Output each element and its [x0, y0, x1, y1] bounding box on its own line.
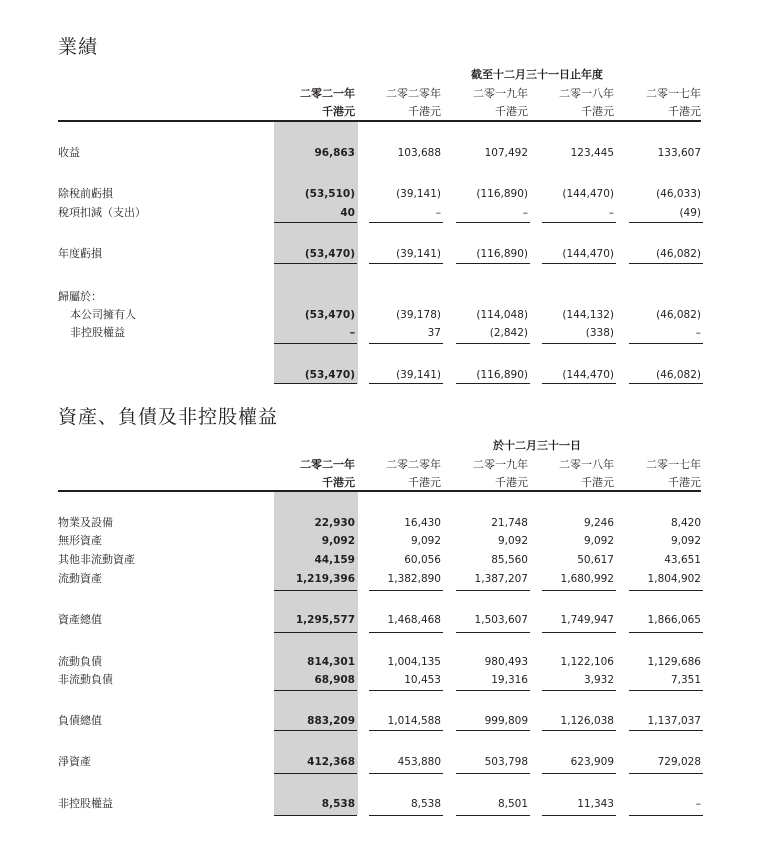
- row-label: 收益: [58, 146, 80, 159]
- total-rule: [369, 590, 443, 591]
- table-cell: 999,809: [484, 715, 528, 727]
- table-cell: (144,132): [562, 309, 614, 321]
- unit-header: 千港元: [668, 476, 701, 489]
- table-cell: 412,368: [307, 756, 355, 768]
- total-rule: [456, 222, 530, 223]
- table-cell: 96,863: [314, 147, 355, 159]
- table-cell: (46,033): [656, 188, 701, 200]
- table-cell: 60,056: [404, 554, 441, 566]
- row-label: 稅項扣減（支出）: [58, 206, 146, 219]
- unit-header: 千港元: [581, 105, 614, 118]
- total-rule: [629, 222, 703, 223]
- total-rule: [629, 263, 703, 264]
- table-cell: 1,126,038: [560, 715, 614, 727]
- total-rule: [456, 773, 530, 774]
- total-rule: [542, 815, 616, 816]
- table-cell: (116,890): [476, 248, 528, 260]
- table-cell: 50,617: [577, 554, 614, 566]
- table-cell: 1,468,468: [387, 614, 441, 626]
- table-cell: (39,141): [396, 248, 441, 260]
- table-cell: 1,749,947: [560, 614, 614, 626]
- total-rule: [456, 730, 530, 731]
- row-label: 非控股權益: [70, 326, 125, 339]
- table-cell: 9,092: [410, 535, 441, 547]
- row-label: 非流動負債: [58, 673, 113, 686]
- table-cell: –: [349, 327, 355, 339]
- table-cell: 19,316: [491, 674, 528, 686]
- table-cell: 40: [340, 207, 355, 219]
- year-header: 二零一八年: [559, 458, 614, 471]
- total-rule: [542, 590, 616, 591]
- table-cell: 1,014,588: [387, 715, 441, 727]
- row-label: 流動負債: [58, 655, 102, 668]
- total-rule: [456, 590, 530, 591]
- total-rule: [274, 263, 357, 264]
- total-rule: [542, 222, 616, 223]
- total-rule: [542, 343, 616, 344]
- table-cell: 37: [427, 327, 441, 339]
- row-label: 本公司擁有人: [70, 308, 136, 321]
- unit-header: 千港元: [408, 105, 441, 118]
- table-cell: 9,092: [321, 535, 355, 547]
- table-cell: 9,092: [670, 535, 701, 547]
- table-cell: –: [695, 327, 701, 339]
- table-cell: 3,932: [583, 674, 614, 686]
- total-rule: [456, 815, 530, 816]
- table-cell: 44,159: [314, 554, 355, 566]
- total-rule: [369, 773, 443, 774]
- total-rule: [629, 690, 703, 691]
- unit-header: 千港元: [668, 105, 701, 118]
- table-cell: 9,246: [583, 517, 614, 529]
- table-cell: 9,092: [497, 535, 528, 547]
- table-cell: 1,866,065: [647, 614, 701, 626]
- year-header: 二零二一年: [300, 458, 355, 471]
- table-cell: (53,470): [304, 248, 355, 260]
- total-rule: [456, 690, 530, 691]
- table-cell: 980,493: [484, 656, 528, 668]
- total-rule: [542, 730, 616, 731]
- table-cell: 1,137,037: [647, 715, 701, 727]
- unit-header: 千港元: [495, 476, 528, 489]
- table-cell: (116,890): [476, 188, 528, 200]
- table-cell: 623,909: [570, 756, 614, 768]
- table-cell: 1,295,577: [295, 614, 355, 626]
- total-rule: [274, 222, 357, 223]
- row-label: 流動資產: [58, 572, 102, 585]
- year-header: 二零二零年: [386, 458, 441, 471]
- table-cell: (2,842): [489, 327, 528, 339]
- table-cell: 123,445: [570, 147, 614, 159]
- table-cell: 103,688: [397, 147, 441, 159]
- total-rule: [274, 383, 357, 384]
- year-header: 二零一八年: [559, 87, 614, 100]
- table-cell: 85,560: [491, 554, 528, 566]
- total-rule: [456, 383, 530, 384]
- total-rule: [456, 632, 530, 633]
- unit-header: 千港元: [581, 476, 614, 489]
- header-rule-results: [58, 120, 701, 122]
- table-cell: 10,453: [404, 674, 441, 686]
- period-header-assets: 於十二月三十一日: [493, 439, 581, 452]
- table-cell: –: [608, 207, 614, 219]
- table-cell: 11,343: [577, 798, 614, 810]
- total-rule: [369, 815, 443, 816]
- table-cell: 9,092: [583, 535, 614, 547]
- row-label: 物業及設備: [58, 516, 113, 529]
- period-header-results: 截至十二月三十一日止年度: [471, 68, 603, 81]
- table-cell: (116,890): [476, 369, 528, 381]
- unit-header: 千港元: [495, 105, 528, 118]
- table-cell: (46,082): [656, 369, 701, 381]
- row-label: 無形資產: [58, 534, 102, 547]
- total-rule: [542, 263, 616, 264]
- unit-header: 千港元: [322, 476, 355, 489]
- table-cell: 107,492: [484, 147, 528, 159]
- table-cell: 503,798: [484, 756, 528, 768]
- table-cell: (338): [585, 327, 614, 339]
- row-label: 其他非流動資產: [58, 553, 135, 566]
- total-rule: [542, 632, 616, 633]
- table-cell: –: [695, 798, 701, 810]
- total-rule: [542, 773, 616, 774]
- table-cell: 729,028: [657, 756, 701, 768]
- total-rule: [629, 815, 703, 816]
- total-rule: [456, 343, 530, 344]
- table-cell: 1,122,106: [560, 656, 614, 668]
- year-header: 二零二一年: [300, 87, 355, 100]
- table-cell: 8,538: [410, 798, 441, 810]
- total-rule: [456, 263, 530, 264]
- total-rule: [274, 730, 357, 731]
- table-cell: 883,209: [307, 715, 355, 727]
- total-rule: [274, 632, 357, 633]
- table-cell: 814,301: [307, 656, 355, 668]
- row-label: 年度虧損: [58, 247, 102, 260]
- table-cell: 68,908: [314, 674, 355, 686]
- table-cell: 8,420: [670, 517, 701, 529]
- year-header: 二零二零年: [386, 87, 441, 100]
- row-label: 資產總值: [58, 613, 102, 626]
- total-rule: [369, 632, 443, 633]
- section-title-results: 業績: [58, 36, 99, 58]
- row-label: 除稅前虧損: [58, 187, 113, 200]
- unit-header: 千港元: [408, 476, 441, 489]
- year-header: 二零一七年: [646, 458, 701, 471]
- section-title-assets: 資產、負債及非控股權益: [58, 406, 279, 428]
- table-cell: 1,129,686: [647, 656, 701, 668]
- total-rule: [542, 383, 616, 384]
- header-rule-assets: [58, 490, 701, 492]
- row-label: 負債總值: [58, 714, 102, 727]
- table-cell: 21,748: [491, 517, 528, 529]
- total-rule: [629, 730, 703, 731]
- table-cell: 1,382,890: [387, 573, 441, 585]
- year-header: 二零一九年: [473, 87, 528, 100]
- total-rule: [369, 222, 443, 223]
- table-cell: (53,470): [304, 369, 355, 381]
- row-label: 歸屬於：: [58, 290, 102, 303]
- table-cell: 1,680,992: [560, 573, 614, 585]
- table-cell: (39,141): [396, 188, 441, 200]
- table-cell: 16,430: [404, 517, 441, 529]
- total-rule: [542, 690, 616, 691]
- total-rule: [369, 383, 443, 384]
- table-cell: 1,503,607: [474, 614, 528, 626]
- total-rule: [629, 632, 703, 633]
- total-rule: [629, 590, 703, 591]
- table-cell: (114,048): [476, 309, 528, 321]
- table-cell: (46,082): [656, 309, 701, 321]
- unit-header: 千港元: [322, 105, 355, 118]
- table-cell: (144,470): [562, 369, 614, 381]
- table-cell: –: [522, 207, 528, 219]
- total-rule: [274, 590, 357, 591]
- table-cell: 1,004,135: [387, 656, 441, 668]
- total-rule: [274, 690, 357, 691]
- table-cell: (53,510): [304, 188, 355, 200]
- table-cell: 1,387,207: [474, 573, 528, 585]
- total-rule: [369, 730, 443, 731]
- total-rule: [369, 690, 443, 691]
- table-cell: –: [435, 207, 441, 219]
- table-cell: 8,538: [321, 798, 355, 810]
- total-rule: [629, 383, 703, 384]
- total-rule: [274, 773, 357, 774]
- table-cell: 1,219,396: [295, 573, 355, 585]
- total-rule: [369, 263, 443, 264]
- table-cell: 22,930: [314, 517, 355, 529]
- table-cell: (49): [679, 207, 701, 219]
- table-cell: (46,082): [656, 248, 701, 260]
- table-cell: 453,880: [397, 756, 441, 768]
- table-cell: (144,470): [562, 188, 614, 200]
- table-cell: (144,470): [562, 248, 614, 260]
- table-cell: (39,178): [396, 309, 441, 321]
- table-cell: 7,351: [670, 674, 701, 686]
- table-cell: 43,651: [664, 554, 701, 566]
- total-rule: [274, 815, 357, 816]
- total-rule: [629, 343, 703, 344]
- total-rule: [369, 343, 443, 344]
- total-rule: [274, 343, 357, 344]
- row-label: 非控股權益: [58, 797, 113, 810]
- table-cell: 1,804,902: [647, 573, 701, 585]
- year-header: 二零一九年: [473, 458, 528, 471]
- table-cell: (39,141): [396, 369, 441, 381]
- total-rule: [629, 773, 703, 774]
- table-cell: 133,607: [657, 147, 701, 159]
- table-cell: (53,470): [304, 309, 355, 321]
- year-header: 二零一七年: [646, 87, 701, 100]
- row-label: 淨資產: [58, 755, 91, 768]
- table-cell: 8,501: [497, 798, 528, 810]
